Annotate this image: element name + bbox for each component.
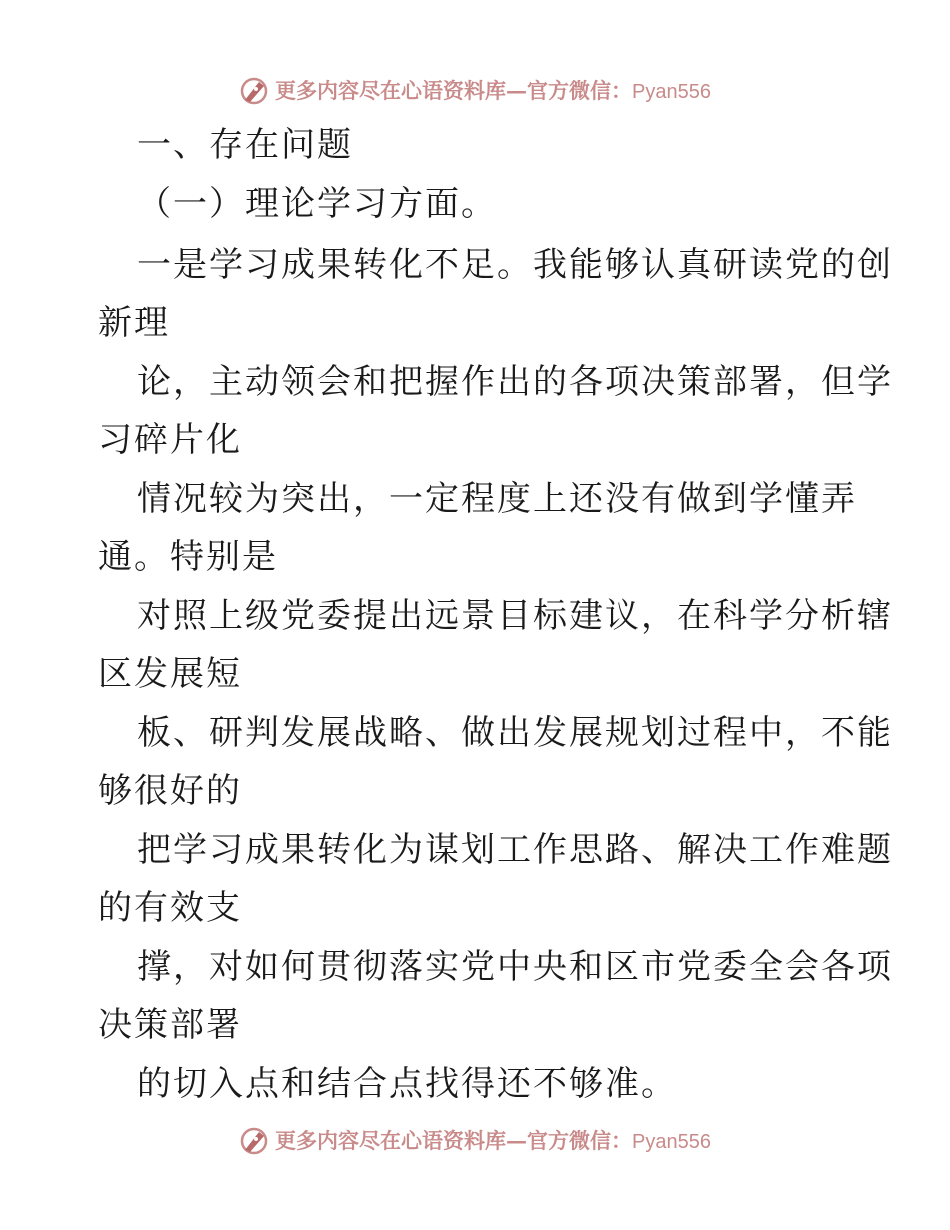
- paragraph-line: 够很好的: [98, 771, 242, 811]
- subsection-heading: （一）理论学习方面。: [137, 184, 497, 224]
- pen-nib-circle-icon: [239, 1124, 271, 1156]
- section-heading: 一、存在问题: [137, 125, 353, 165]
- paragraph-line: 撑，对如何贯彻落实党中央和区市党委全会各项: [137, 947, 893, 987]
- watermark-wechat-id: Pyan556: [632, 1131, 711, 1153]
- paragraph-line: 论，主动领会和把握作出的各项决策部署，但学: [137, 362, 893, 402]
- watermark-text: 更多内容尽在心语资料库—官方微信：: [275, 78, 633, 103]
- paragraph-line: 新理: [98, 303, 170, 343]
- paragraph-line: 习碎片化: [98, 420, 242, 460]
- paragraph-line: 决策部署: [98, 1005, 242, 1045]
- watermark-text: 更多内容尽在心语资料库—官方微信：: [275, 1128, 633, 1153]
- paragraph-line: 区发展短: [98, 654, 242, 694]
- paragraph-line: 的有效支: [98, 888, 242, 928]
- paragraph-line: 把学习成果转化为谋划工作思路、解决工作难题: [137, 830, 893, 870]
- pen-nib-circle-icon: [239, 74, 271, 106]
- footer-watermark: [0, 1120, 950, 1160]
- paragraph-line: 板、研判发展战略、做出发展规划过程中，不能: [137, 713, 893, 753]
- watermark-wechat-id: Pyan556: [632, 81, 711, 103]
- paragraph-line: 情况较为突出，一定程度上还没有做到学懂弄: [137, 479, 857, 519]
- paragraph-line: 对照上级党委提出远景目标建议，在科学分析辖: [137, 596, 893, 636]
- paragraph-line: 的切入点和结合点找得还不够准。: [137, 1064, 677, 1104]
- paragraph-line: 通。特别是: [98, 537, 278, 577]
- paragraph-line: 一是学习成果转化不足。我能够认真研读党的创: [137, 245, 893, 285]
- header-watermark: [0, 70, 950, 110]
